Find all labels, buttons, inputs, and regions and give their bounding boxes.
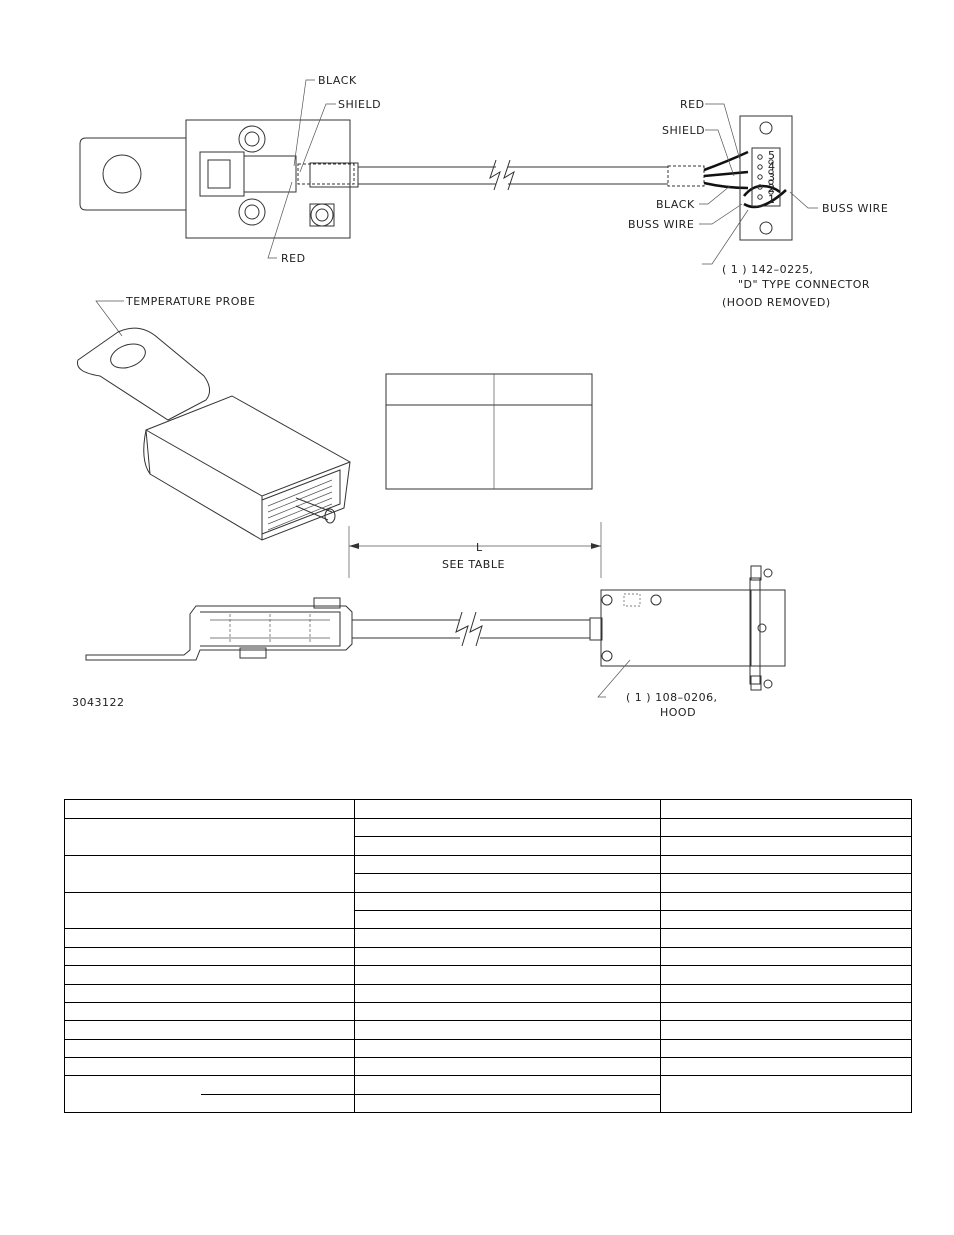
table-cell	[355, 910, 661, 928]
table-cell	[355, 929, 661, 947]
table-row	[65, 819, 912, 837]
d-connector	[740, 116, 792, 240]
table-cell	[355, 966, 661, 984]
table-row	[65, 1021, 912, 1039]
length-table	[386, 374, 592, 489]
label-red-top: RED	[281, 252, 306, 265]
table-cell	[355, 947, 661, 965]
table-header-row	[65, 800, 912, 819]
table-row	[65, 855, 912, 873]
table-cell	[355, 837, 661, 855]
table-cell	[355, 874, 661, 892]
table-cell	[355, 1058, 661, 1076]
connector-callout-line2: "D" TYPE CONNECTOR	[738, 278, 871, 291]
table-cell	[355, 892, 661, 910]
table-row	[65, 1039, 912, 1057]
label-black-top: BLACK	[318, 74, 357, 87]
side-view	[72, 566, 785, 719]
table-cell	[65, 1076, 355, 1113]
table-cell	[661, 874, 912, 892]
probe-side	[86, 606, 352, 660]
label-temperature-probe: TEMPERATURE PROBE	[126, 295, 256, 308]
label-length-l: L	[476, 541, 483, 554]
table-cell	[355, 1094, 661, 1112]
table-cell	[661, 910, 912, 928]
table-row	[65, 1002, 912, 1020]
dimension-l	[349, 522, 601, 578]
table-cell	[661, 855, 912, 873]
pin-number: 2	[768, 182, 776, 195]
label-black-right: BLACK	[656, 198, 695, 211]
table-cell	[661, 892, 912, 910]
table-cell	[661, 984, 912, 1002]
table-row	[65, 984, 912, 1002]
table-cell	[355, 855, 661, 873]
table-cell	[661, 1076, 912, 1113]
label-buss-wire-right: BUSS WIRE	[822, 202, 889, 215]
table-cell	[65, 1058, 355, 1076]
label-see-table: SEE TABLE	[442, 558, 505, 571]
lug-hole	[103, 155, 141, 193]
probe-body-iso	[146, 396, 350, 540]
table-cell	[65, 947, 355, 965]
isometric-probe	[77, 295, 350, 540]
table-cell	[661, 966, 912, 984]
table-row	[65, 1076, 912, 1094]
table-cell	[661, 947, 912, 965]
table-cell	[355, 984, 661, 1002]
hood	[601, 590, 751, 666]
table-row	[65, 947, 912, 965]
label-shield-right: SHIELD	[662, 124, 706, 137]
probe-lug-iso	[77, 328, 209, 420]
label-red-right: RED	[680, 98, 705, 111]
table-row	[65, 929, 912, 947]
table-row	[65, 966, 912, 984]
table-cell	[65, 892, 355, 929]
table-cell	[65, 1039, 355, 1057]
table-cell	[355, 819, 661, 837]
connector-callout-line1: ( 1 ) 142–0225,	[722, 263, 814, 276]
nut-icon	[311, 204, 333, 226]
table-cell	[65, 984, 355, 1002]
table-cell	[661, 837, 912, 855]
drawing-number: 3043122	[72, 696, 125, 709]
table-cell	[355, 800, 661, 819]
label-shield-top: SHIELD	[338, 98, 382, 111]
table-cell	[661, 819, 912, 837]
table-cell	[65, 819, 355, 856]
table-cell	[65, 855, 355, 892]
pin-number: 3	[768, 171, 776, 184]
table-cell	[661, 929, 912, 947]
table-cell	[65, 929, 355, 947]
pin-number: 1	[768, 193, 776, 206]
table-row	[65, 1058, 912, 1076]
hood-callout-line1: ( 1 ) 108–0206,	[626, 691, 718, 704]
table-cell	[661, 800, 912, 819]
table-cell	[661, 1021, 912, 1039]
table-cell	[355, 1076, 661, 1094]
table-cell	[355, 1021, 661, 1039]
table-cell	[65, 1021, 355, 1039]
table-cell	[355, 1039, 661, 1057]
table-cell	[661, 1039, 912, 1057]
spec-table	[64, 799, 912, 1113]
table-cell	[355, 1002, 661, 1020]
table-cell	[661, 1058, 912, 1076]
hood-callout-line2: HOOD	[660, 706, 697, 719]
table-row	[65, 892, 912, 910]
table-cell	[65, 1002, 355, 1020]
connector-callout-line3: (HOOD REMOVED)	[722, 296, 831, 309]
table-cell	[661, 1002, 912, 1020]
top-view	[80, 74, 888, 309]
pin-number: 5	[768, 149, 776, 162]
table-cell	[65, 800, 355, 819]
lug-tab	[80, 138, 186, 210]
label-buss-wire-left: BUSS WIRE	[628, 218, 695, 231]
pin-number: 4	[768, 160, 776, 173]
table-cell	[65, 966, 355, 984]
